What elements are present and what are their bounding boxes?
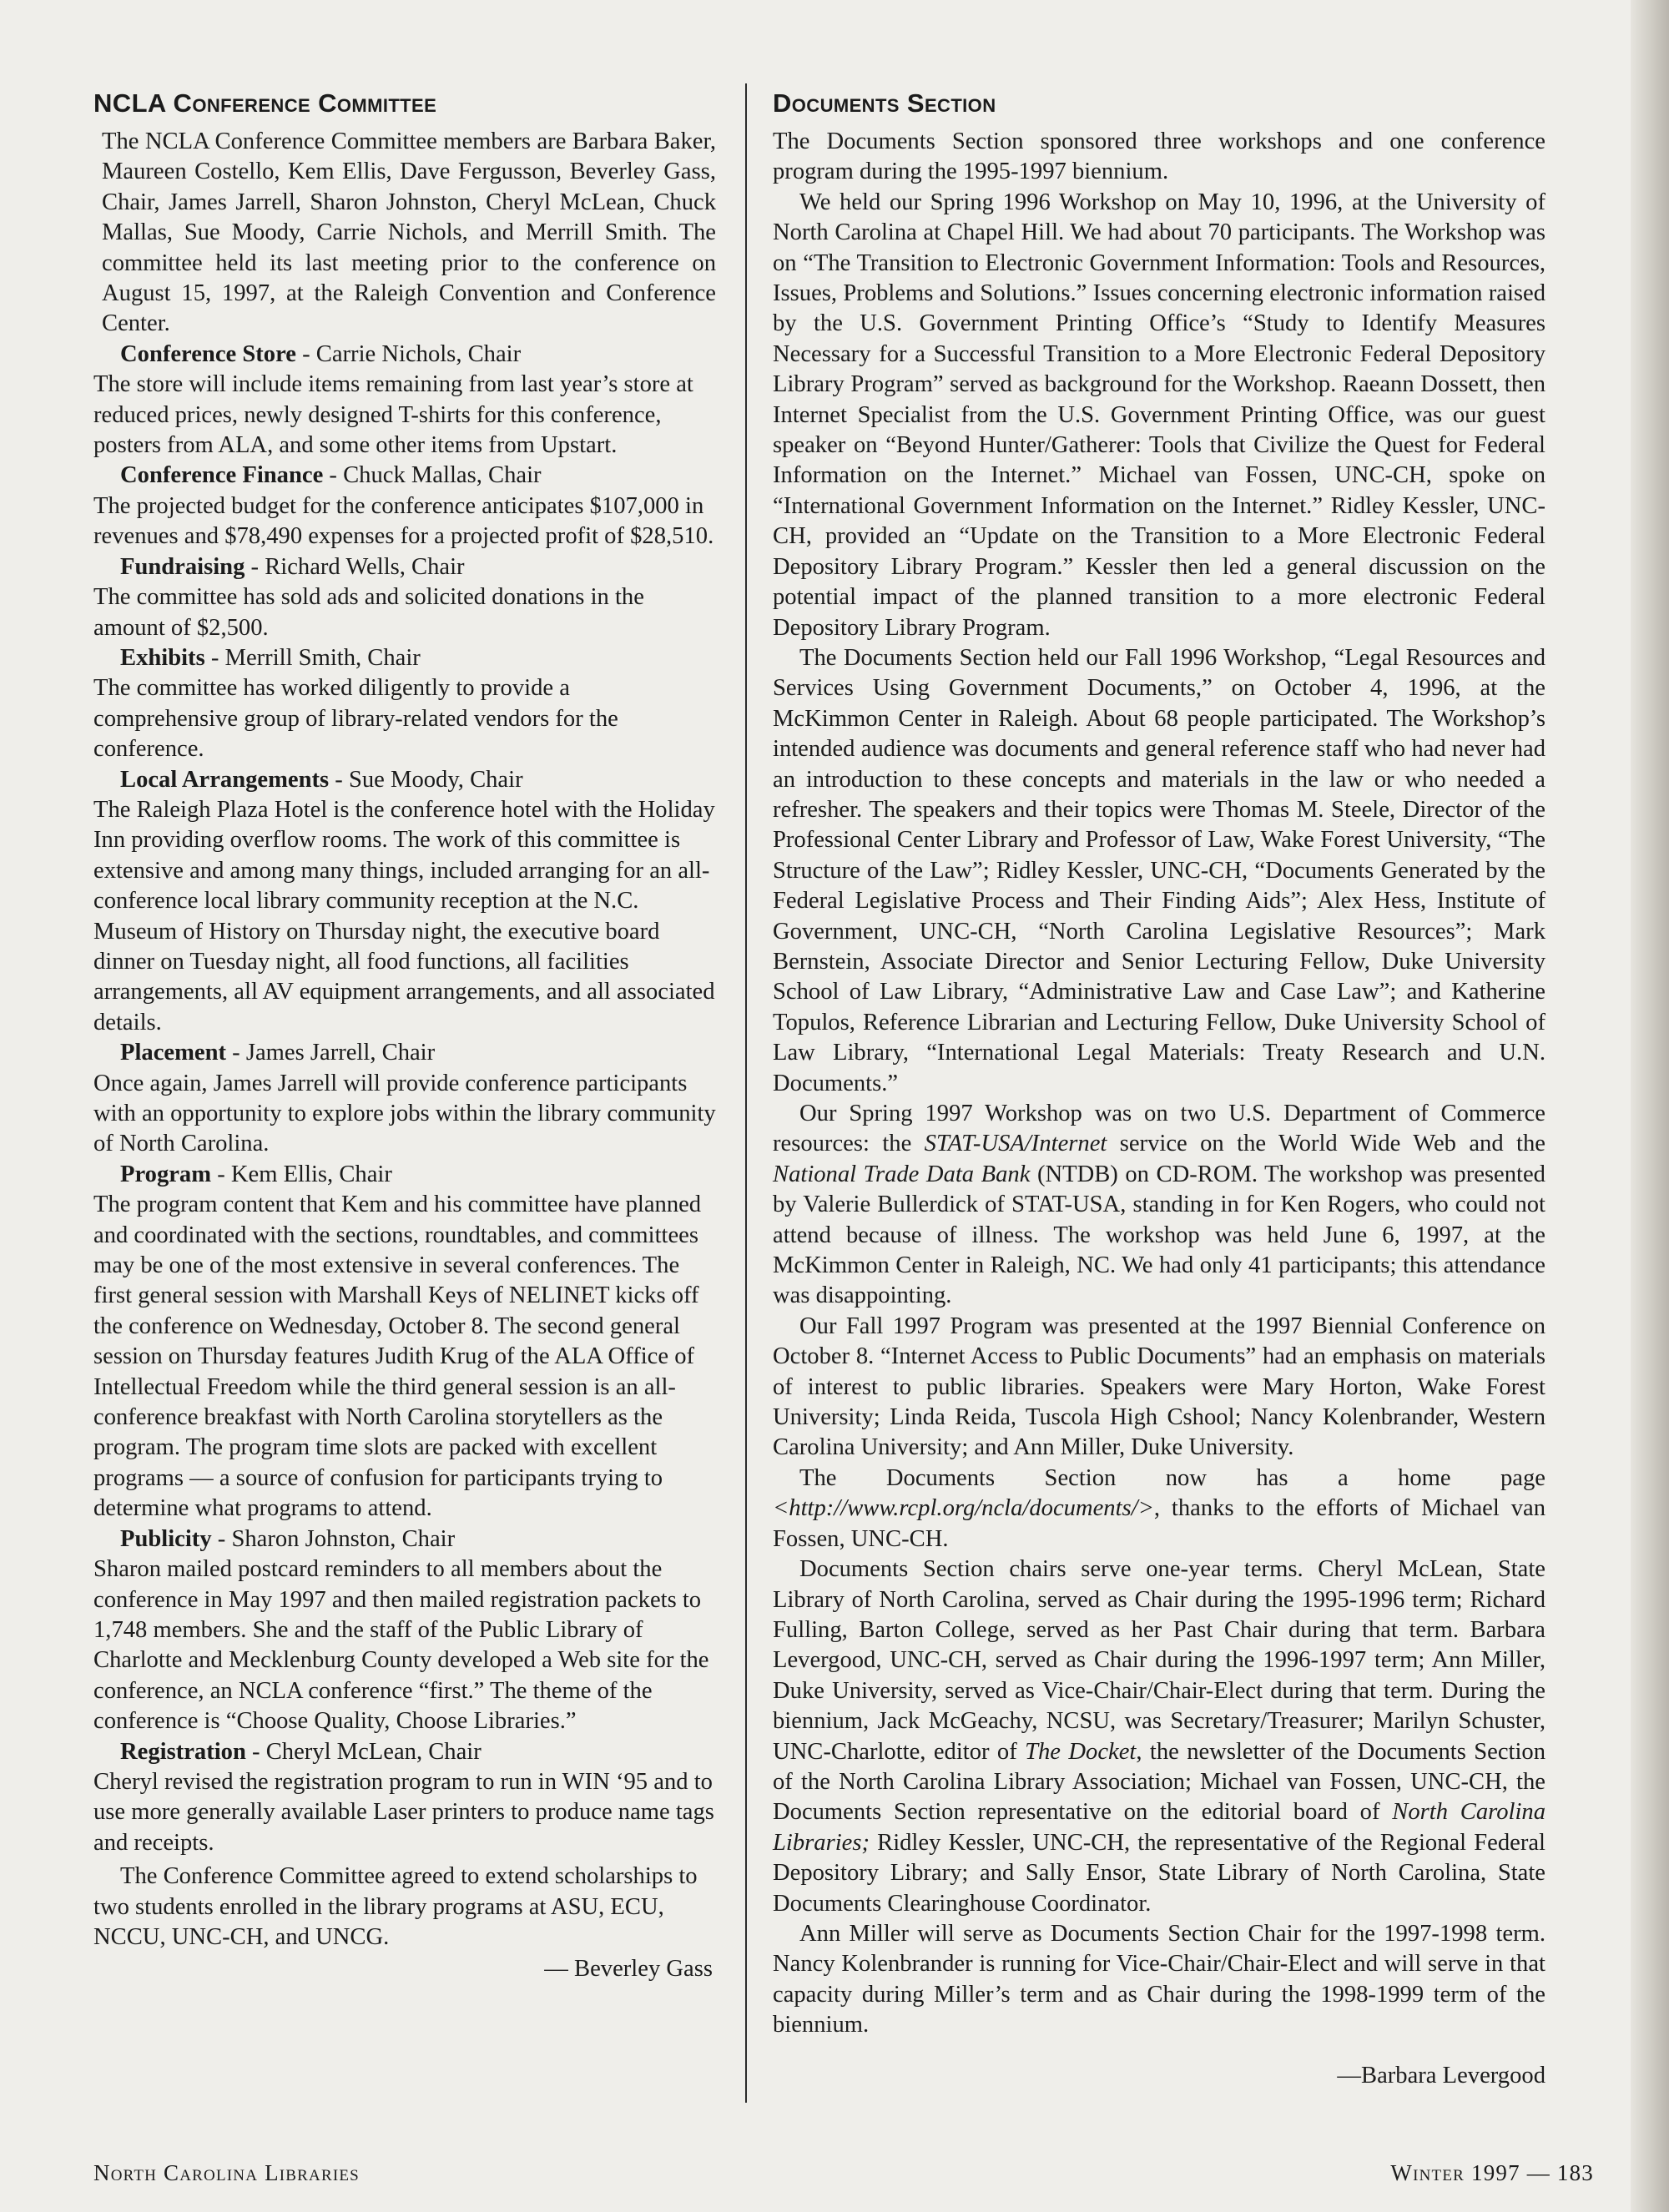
subcommittee-chair: - Chuck Mallas, Chair: [323, 462, 542, 489]
subcommittee-chair: - Kem Ellis, Chair: [211, 1161, 392, 1187]
text-run: The Documents Section now has a home page: [799, 1464, 1545, 1491]
subcommittee-text: Sharon mailed postcard reminders to all members about the conference in May 1997 and then mailed registration packets to 1,748 members. She and the staff of the Public Library of Charlotte and Mecklenburg County developed a Web site for the conference, an NCLA conference “first.” The theme of the conference is “Choose Quality, Choose Libraries.”: [93, 1556, 709, 1735]
subcommittee-name: Fundraising: [120, 553, 245, 580]
subcommittee-chair: - James Jarrell, Chair: [226, 1040, 436, 1066]
paragraph: Ann Miller will serve as Documents Section Chair for the 1997-1998 term. Nancy Kolenbrander is running for Vice-Chair/Chair-Elect and will serve in that capacity during Miller’s term and as Chair during the 1998-1999 term of the biennium.: [773, 1920, 1545, 2038]
paragraph: [773, 1099, 1545, 1312]
subcommittee-text: The projected budget for the conference anticipates $107,000 in revenues and $78,490 expenses for a projected profit of $28,510.: [93, 492, 714, 550]
text-run: (NTDB) on CD-ROM. The workshop was presented by Valerie Bullerdick of STAT-USA, standing in for Ken Rogers, who could not attend because of illness. The workshop was held June 6, 1997, at the McKimmon Center in Raleigh, NC. We had only 41 participants; this attendance was disappointing.: [773, 1161, 1545, 1309]
italic-title: North Carolina Libraries;: [773, 1799, 1545, 1856]
subcommittee-text: The committee has worked diligently to provide a comprehensive group of library-related vendors for the conference.: [93, 675, 618, 763]
subcommittee-conference-store: [93, 340, 716, 461]
footer-publication: North Carolina Libraries: [93, 2160, 360, 2185]
subcommittee-name: Publicity: [120, 1525, 212, 1552]
section-heading: Documents Section: [773, 88, 996, 118]
subcommittee-name: Placement: [120, 1040, 227, 1066]
page-edge-shadow: [1631, 0, 1669, 2212]
subcommittee-text: Cheryl revised the registration program to run in WIN ‘95 and to use more generally available Laser printers to produce name tags and receipts.: [93, 1768, 714, 1856]
subcommittee-text: The program content that Kem and his committee have planned and coordinated with the sections, roundtables, and committees may be one of the most extensive in several conferences. The first general session with Marshall Keys of NELINET kicks off the conference on Wednesday, October 8. The second general session on Thursday features Judith Krug of the ALA Office of Intellectual Freedom while the third general session is an all-conference breakfast with North Carolina storytellers as the program. The program time slots are packed with excellent programs — a source of confusion for participants trying to determine what programs to attend.: [93, 1192, 702, 1522]
signature: — Beverley Gass: [544, 1956, 713, 1983]
text-run: service on the World Wide Web and the: [1107, 1131, 1545, 1157]
subcommittee-name: Program: [120, 1161, 212, 1187]
subcommittee-text: The store will include items remaining from last year’s store at reduced prices, newly designed T-shirts for this conference, posters from ALA, and some other items from Upstart.: [93, 371, 693, 459]
column-divider: [745, 83, 747, 2103]
subcommittee-chair: - Merrill Smith, Chair: [204, 644, 421, 671]
intro-paragraph: The NCLA Conference Committee members are Barbara Baker, Maureen Costello, Kem Ellis, Dave Fergusson, Beverley Gass, Chair, James Jarrell, Sharon Johnston, Cheryl McLean, Chuck Mallas, Sue Moody, Carrie Nichols, and Merrill Smith. The committee held its last meeting prior to the conference on August 15, 1997, at the Raleigh Convention and Conference Center.: [102, 128, 716, 337]
subcommittee-chair: - Cheryl McLean, Chair: [245, 1738, 482, 1765]
subcommittee-registration: [93, 1737, 716, 1859]
subcommittee-placement: [93, 1038, 716, 1160]
subcommittee-name: Conference Finance: [120, 462, 324, 489]
paragraph: The Documents Section held our Fall 1996 Workshop, “Legal Resources and Services Using Government Documents,” on October 4, 1996, at the McKimmon Center in Raleigh. About 68 people participated. The Workshop’s intended audience was documents and general reference staff who had never had an introduction to these concepts and materials in the law or who needed a refresher. The speakers and their topics were Thomas M. Steele, Director of the Professional Center Library and Professor of Law, Wake Forest University, “The Structure of the Law”; Ridley Kessler, UNC-CH, “Documents Generated by the Federal Legislative Process and Their Finding Aids”; Alex Hess, Institute of Government, UNC-CH, “North Carolina Legislative Resources”; Mark Bernstein, Associate Director and Senior Lecturing Fellow, Duke University School of Law Library, “Administrative Law and Case Law”; and Katherine Topulos, Reference Librarian and Lecturing Fellow, Duke University School of Law Library, “International Legal Materials: Treaty Research and U.N. Documents.”: [773, 644, 1545, 1096]
subcommittee-text: The Raleigh Plaza Hotel is the conference hotel with the Holiday Inn providing overflow rooms. The work of this committee is extensive and among many things, included arranging for an all-conference local library community reception at the N.C. Museum of History on Thursday night, the executive board dinner on Tuesday night, all food functions, all facilities arrangements, all AV equipment arrangements, and all associated details.: [93, 796, 715, 1035]
paragraph: We held our Spring 1996 Workshop on May 10, 1996, at the University of North Carolina at Chapel Hill. We had about 70 participants. The Workshop was on “The Transition to Electronic Government Information: Tools and Resources, Issues, Problems and Solutions.” Issues concerning electronic information raised by the U.S. Government Printing Office’s “Study to Identify Measures Necessary for a Successful Transition to a More Electronic Federal Depository Library Program” served as background for the Workshop. Raeann Dossett, then Internet Specialist from the U.S. Government Printing Office, was our guest speaker on “Beyond Hunter/Gatherer: Tools that Civilize the Quest for Federal Information on the Internet.” Michael van Fossen, UNC-CH, spoke on “International Government Information on the Internet.” Ridley Kessler, UNC-CH, provided an “Update on the Transition to a More Electronic Federal Depository Library Program.” Kessler then led a general discussion on the potential impact of the planned transition to a more electronic Federal Depository Library Program.: [773, 189, 1545, 641]
text-run: , thanks to the efforts of Michael van Fossen, UNC-CH.: [773, 1495, 1545, 1552]
signature: —Barbara Levergood: [1337, 2062, 1545, 2089]
subcommittee-local-arrangements: [93, 765, 716, 1039]
footer-issue-page: Winter 1997 — 183: [1390, 2160, 1594, 2185]
text-run: , the newsletter of the Documents Section of the North Carolina Library Association; Michael van Fossen, UNC-CH, the Documents Section representative on the editorial board of: [773, 1738, 1545, 1826]
paragraph: Our Fall 1997 Program was presented at the 1997 Biennial Conference on October 8. “Internet Access to Public Documents” had an emphasis on materials of interest to public libraries. Speakers were Mary Horton, Wake Forest University; Linda Reida, Tuscola High Cshool; Nancy Kolenbrander, Western Carolina University; and Ann Miller, Duke University.: [773, 1313, 1545, 1461]
ncla-conference-committee-column: [93, 87, 716, 1985]
paragraph: [773, 1554, 1545, 1919]
subcommittee-exhibits: [93, 643, 716, 765]
documents-section-column: [773, 87, 1545, 2091]
paragraph: The Documents Section sponsored three workshops and one conference program during the 1995-1997 biennium.: [773, 128, 1545, 185]
text-run: Documents Section chairs serve one-year terms. Cheryl McLean, State Library of North Carolina, served as Chair during the 1995-1996 term; Richard Fulling, Barton College, served as her Past Chair during that term. Barbara Levergood, UNC-CH, served as Chair during the 1996-1997 term; Ann Miller, Duke University, served as Vice-Chair/Chair-Elect during that term. During the biennium, Jack McGeachy, NCSU, was Secretary/Treasurer; Marilyn Schuster, UNC-Charlotte, editor of: [773, 1556, 1545, 1765]
italic-title: National Trade Data Bank: [773, 1161, 1031, 1187]
subcommittee-chair: - Sue Moody, Chair: [329, 766, 523, 793]
italic-title: The Docket: [1025, 1738, 1137, 1765]
subcommittee-name: Exhibits: [120, 644, 205, 671]
subcommittee-chair: - Sharon Johnston, Chair: [211, 1525, 456, 1552]
subcommittee-conference-finance: [93, 461, 716, 552]
paragraph: [773, 1464, 1545, 1554]
subcommittee-name: Local Arrangements: [120, 766, 330, 793]
italic-title: STAT-USA/Internet: [924, 1131, 1107, 1157]
subcommittee-program: [93, 1160, 716, 1524]
subcommittee-publicity: [93, 1524, 716, 1737]
subcommittee-name: Conference Store: [120, 340, 296, 367]
subcommittee-chair: - Richard Wells, Chair: [245, 553, 465, 580]
subcommittee-chair: - Carrie Nichols, Chair: [295, 340, 522, 367]
text-run: Our Spring 1997 Workshop was on two U.S. Department of Commerce resources: the: [773, 1101, 1545, 1157]
subcommittee-text: Once again, James Jarrell will provide conference participants with an opportunity to explore jobs within the library community of North Carolina.: [93, 1070, 716, 1157]
subcommittee-fundraising: [93, 552, 716, 643]
subcommittee-text: The committee has sold ads and solicited donations in the amount of $2,500.: [93, 584, 644, 641]
section-heading: NCLA Conference Committee: [93, 88, 437, 118]
text-run: Ridley Kessler, UNC-CH, the representative of the Regional Federal Depository Library; and Sally Ensor, State Library of North Carolina, State Documents Clearinghouse Coordinator.: [773, 1829, 1545, 1917]
subcommittee-name: Registration: [120, 1738, 246, 1765]
closing-paragraph: The Conference Committee agreed to extend scholarships to two students enrolled in the library programs at ASU, ECU, NCCU, UNC-CH, and UNCG.: [93, 1863, 698, 1950]
home-page-url: <http://www.rcpl.org/ncla/documents/>: [773, 1495, 1154, 1522]
